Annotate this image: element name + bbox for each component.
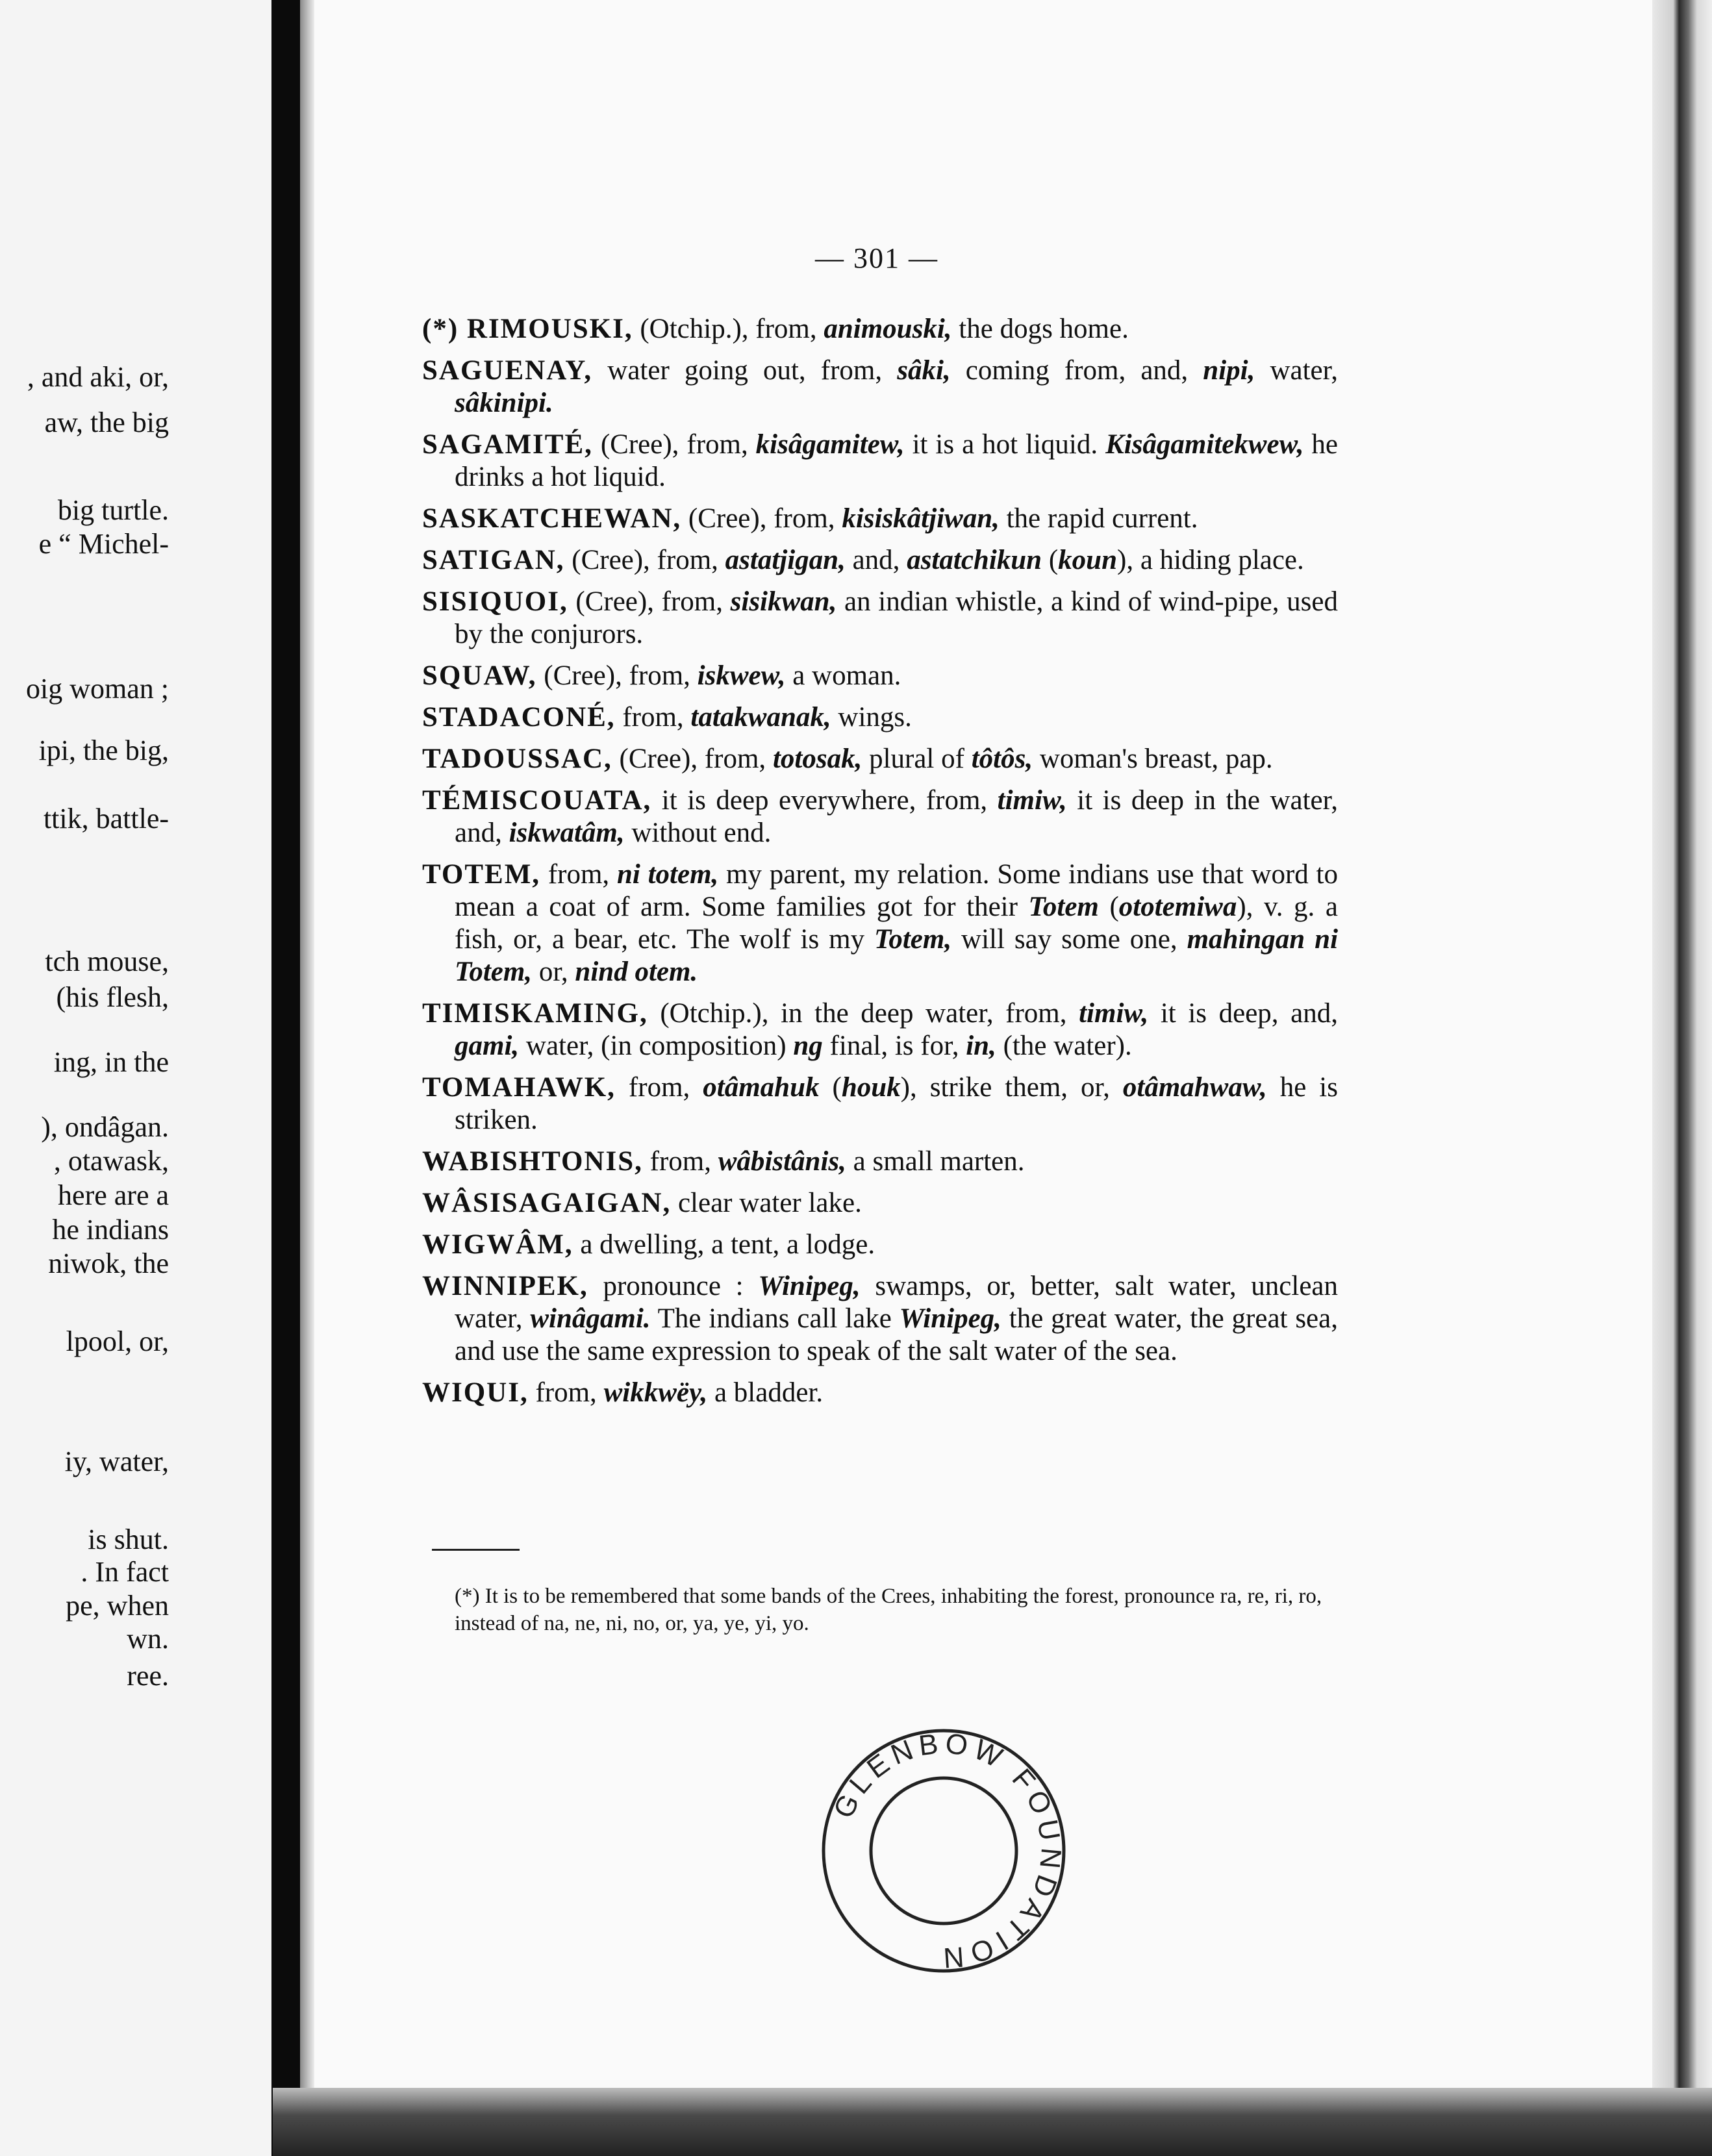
entry-text: he drinks a hot liquid.	[455, 429, 1338, 492]
entry-text: a woman.	[785, 660, 901, 691]
entry-native-term: nipi,	[1203, 355, 1255, 386]
entry-native-term: iskwatâm,	[509, 818, 625, 848]
entry-text: woman's breast, pap.	[1033, 744, 1273, 774]
glossary-entry	[422, 544, 1338, 577]
entry-native-term: Totem	[1028, 892, 1099, 922]
entry-text: (Cree), from,	[564, 545, 725, 575]
left-page-line: . In fact	[81, 1556, 169, 1588]
entry-headword: TIMISKAMING,	[422, 998, 648, 1029]
entry-headword: SISIQUOI,	[422, 586, 568, 617]
entry-text: (Otchip.), from,	[633, 314, 824, 344]
entry-native-term: sisikwan,	[730, 586, 837, 617]
entry-native-term: mahingan ni Totem,	[455, 924, 1339, 987]
left-page-line: pe, when	[66, 1590, 169, 1622]
entry-native-term: sâki,	[897, 355, 951, 386]
entry-text: an indian whistle, a kind of wind-pipe, used by the conjurors.	[455, 586, 1338, 649]
book-gutter	[271, 0, 300, 2156]
entry-text: a small marten.	[846, 1146, 1025, 1177]
bottom-shadow	[273, 2088, 1712, 2156]
gutter-shadow	[300, 0, 314, 2156]
glossary-entry	[422, 429, 1338, 494]
entry-text: a bladder.	[707, 1377, 824, 1408]
entry-native-term: Kisâgamitekwew,	[1105, 429, 1304, 460]
entry-text: he is striken.	[455, 1072, 1338, 1135]
entry-text: (	[1098, 892, 1119, 922]
entry-text: the rapid current.	[999, 503, 1198, 534]
entry-native-term: wâbistânis,	[718, 1146, 846, 1177]
entry-native-term: Winipeg,	[899, 1303, 1001, 1334]
entry-native-term: kisiskâtjiwan,	[842, 503, 1000, 534]
entry-headword: SAGAMITÉ,	[422, 429, 593, 460]
entry-headword: WIGWÂM,	[422, 1229, 573, 1260]
entry-text: it is deep in the water, and,	[455, 785, 1338, 848]
entry-headword: WINNIPEK,	[422, 1271, 588, 1301]
entry-native-term: houk	[841, 1072, 901, 1103]
left-page-line: ing, in the	[53, 1046, 169, 1078]
entry-text: water going out, from,	[592, 355, 898, 386]
stamp-inner-ring	[871, 1778, 1016, 1924]
glossary-entry	[422, 784, 1338, 849]
entry-text: from,	[615, 702, 691, 733]
entry-text: my parent, my relation. Some indians use that word to mean a coat of arm. Some families got for their	[455, 859, 1338, 922]
left-page-line: ttik, battle-	[43, 803, 169, 834]
entry-text: from,	[615, 1072, 703, 1103]
glossary-entry	[422, 1270, 1338, 1368]
glossary-entry	[422, 1072, 1338, 1136]
entry-native-term: wikkwëy,	[603, 1377, 708, 1408]
left-page-line: niwok, the	[48, 1247, 169, 1279]
entry-native-term: ni totem,	[616, 859, 719, 890]
left-page-line: ipi, the big,	[38, 734, 169, 766]
entry-text: ), strike them, or,	[900, 1072, 1123, 1103]
entry-native-term: gami,	[455, 1031, 520, 1061]
entry-text: ), a hiding place.	[1117, 545, 1304, 575]
entry-headword: WABISHTONIS,	[422, 1146, 643, 1177]
left-page-line: aw, the big	[44, 407, 169, 438]
entry-text: without end.	[624, 818, 772, 848]
left-page-line: e “ Michel-	[38, 528, 169, 560]
entry-text: pronounce :	[588, 1271, 759, 1301]
glossary-entry	[422, 1187, 1338, 1220]
left-page-line: wn.	[127, 1623, 169, 1655]
entry-headword: SASKATCHEWAN,	[422, 503, 682, 534]
entry-text: it is a hot liquid.	[904, 429, 1106, 460]
entry-text: a dwelling, a tent, a lodge.	[573, 1229, 875, 1260]
glossary-entries	[422, 313, 1338, 1418]
glossary-entry	[422, 355, 1338, 420]
entry-native-term: otâmahwaw,	[1122, 1072, 1267, 1103]
entry-headword: TOTEM,	[422, 859, 541, 890]
entry-native-term: astatjigan,	[725, 545, 846, 575]
entry-text: clear water lake.	[671, 1188, 862, 1218]
entry-text: (Cree), from,	[568, 586, 731, 617]
entry-native-term: tatakwanak,	[690, 702, 831, 733]
glossary-entry	[422, 1146, 1338, 1178]
left-page-line: lpool, or,	[66, 1325, 169, 1357]
left-page-line: (his flesh,	[56, 981, 169, 1013]
entry-text: plural of	[862, 744, 972, 774]
entry-text: (	[819, 1072, 842, 1103]
entry-headword: SQUAW,	[422, 660, 537, 691]
entry-text: (	[1042, 545, 1059, 575]
glossary-entry	[422, 1377, 1338, 1409]
entry-native-term: animouski,	[824, 314, 952, 344]
entry-native-term: iskwew,	[697, 660, 786, 691]
glossary-entry	[422, 859, 1338, 988]
entry-text: or,	[532, 957, 575, 987]
entry-headword: STADACONÉ,	[422, 702, 616, 733]
left-page-line: ), ondâgan.	[41, 1111, 169, 1143]
glossary-entry	[422, 743, 1338, 775]
entry-text: (Otchip.), in the deep water, from,	[648, 998, 1079, 1029]
entry-native-term: otâmahuk	[703, 1072, 820, 1103]
entry-headword: WIQUI,	[422, 1377, 529, 1408]
left-page-line: is shut.	[88, 1523, 169, 1555]
left-page-line: big turtle.	[57, 494, 169, 526]
entry-native-term: kisâgamitew,	[755, 429, 905, 460]
left-page-line: ree.	[127, 1660, 169, 1692]
page-edge	[1652, 0, 1712, 2156]
entry-native-term: ng	[793, 1031, 823, 1061]
glossary-entry	[422, 701, 1338, 734]
left-page-line: , otawask,	[53, 1145, 169, 1177]
entry-text: from,	[528, 1377, 604, 1408]
entry-headword: WÂSISAGAIGAN,	[422, 1188, 672, 1218]
entry-text: from,	[642, 1146, 718, 1177]
entry-text: the great water, the great sea, and use the same expression to speak of the salt water of the sea.	[455, 1303, 1338, 1366]
footnote-rule	[432, 1549, 520, 1551]
entry-native-term: Winipeg,	[758, 1271, 861, 1301]
left-page-line: here are a	[58, 1179, 169, 1211]
entry-text: (Cree), from,	[681, 503, 842, 534]
entry-headword: TADOUSSAC,	[422, 744, 612, 774]
left-facing-page	[0, 0, 273, 2156]
stamp-text: GLENBOW FOUNDATION	[827, 1727, 1068, 1974]
entry-native-term: koun	[1058, 545, 1118, 575]
left-page-line: he indians	[52, 1214, 169, 1246]
entry-text: and,	[845, 545, 907, 575]
entry-native-term: tôtôs,	[971, 744, 1033, 774]
entry-native-term: in,	[966, 1031, 996, 1061]
glossary-entry	[422, 503, 1338, 535]
left-page-line: oig woman ;	[26, 673, 169, 705]
entry-text: The indians call lake	[650, 1303, 900, 1334]
entry-text: water,	[1255, 355, 1338, 386]
entry-native-term: ototemiwa	[1118, 892, 1237, 922]
entry-native-term: timiw,	[997, 785, 1067, 816]
entry-native-term: astatchikun	[907, 545, 1042, 575]
entry-text: wings.	[831, 702, 912, 733]
glenbow-foundation-stamp	[817, 1724, 1070, 1977]
entry-text: ), v. g. a fish, or, a bear, etc. The wolf is my	[455, 892, 1338, 955]
glossary-entry	[422, 313, 1338, 345]
entry-native-term: totosak,	[772, 744, 862, 774]
glossary-entry	[422, 997, 1338, 1062]
entry-native-term: winâgami.	[530, 1303, 651, 1334]
entry-text: will say some one,	[951, 924, 1187, 955]
entry-headword: SATIGAN,	[422, 545, 565, 575]
left-page-line: iy, water,	[64, 1446, 169, 1477]
entry-text: it is deep everywhere, from,	[651, 785, 998, 816]
page-number: — 301 —	[815, 242, 938, 274]
entry-text: swamps, or, better, salt water, unclean water,	[455, 1271, 1339, 1334]
footnote: (*) It is to be remembered that some bands of the Crees, inhabiting the forest, pronounce ra, re, ri, ro, instead of na, ne, ni, no, or, ya, ye, yi, yo.	[455, 1585, 1322, 1635]
entry-text: (the water).	[996, 1031, 1132, 1061]
glossary-entry	[422, 1229, 1338, 1261]
entry-headword: (*) RIMOUSKI,	[422, 314, 633, 344]
entry-text: (Cree), from,	[536, 660, 698, 691]
left-page-line: , and aki, or,	[27, 361, 169, 393]
glossary-entry	[422, 586, 1338, 651]
left-page-line: tch mouse,	[45, 946, 169, 977]
entry-native-term: nind otem.	[575, 957, 698, 987]
entry-native-term: Totem,	[874, 924, 952, 955]
entry-headword: SAGUENAY,	[422, 355, 593, 386]
entry-text: it is deep, and,	[1148, 998, 1338, 1029]
entry-text: (Cree), from,	[592, 429, 756, 460]
entry-headword: TOMAHAWK,	[422, 1072, 616, 1103]
entry-text: the dogs home.	[951, 314, 1129, 344]
entry-native-term: timiw,	[1079, 998, 1149, 1029]
entry-text: (Cree), from,	[612, 744, 773, 774]
entry-native-term: sâkinipi.	[455, 388, 553, 418]
entry-text: final, is for,	[822, 1031, 966, 1061]
entry-text: water, (in composition)	[519, 1031, 794, 1061]
entry-text: from,	[540, 859, 617, 890]
entry-headword: TÉMISCOUATA,	[422, 785, 652, 816]
entry-text: coming from, and,	[950, 355, 1203, 386]
glossary-entry	[422, 660, 1338, 692]
